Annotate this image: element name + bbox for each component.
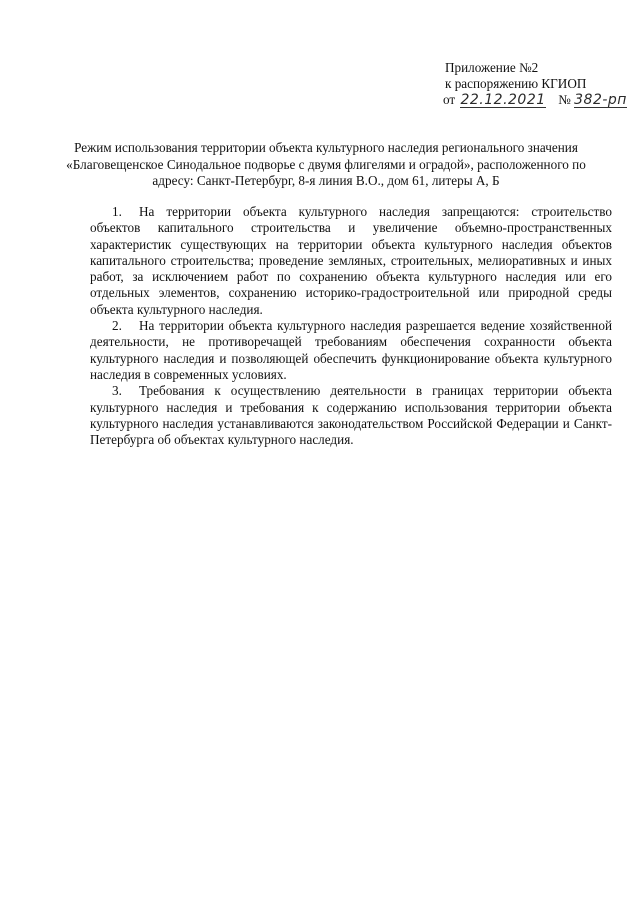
document-body bbox=[90, 204, 612, 448]
date-prefix: от bbox=[443, 92, 456, 107]
document-title: Режим использования территории объекта культурного наследия регионального значения «Благовещенское Синодальное подворье с двумя флигелями и оградой», расположенного по адресу: Санкт-Петербург, 8-я линия В.О., дом 61, литеры А, Б bbox=[66, 140, 586, 188]
paragraph-text: На территории объекта культурного наследия запрещаются: строительство объектов капитального строительства и увеличение объемно-пространственных характеристик существующих на территории объекта культурного наследия объектов капитального строительства; проведение земляных, строительных, мелиоративных и иных работ, за исключением работ по сохранению объекта культурного наследия или его отдельных элементов, сохранению историко-градостроительной или природной среды объекта культурного наследия. bbox=[90, 204, 612, 317]
paragraph-number: 3. bbox=[112, 383, 122, 399]
order-reference: к распоряжению КГИОП bbox=[445, 76, 587, 91]
paragraph-3 bbox=[90, 383, 612, 448]
handwritten-date: 22.12.2021 bbox=[460, 92, 546, 108]
paragraph-2 bbox=[90, 318, 612, 383]
appendix-header bbox=[443, 60, 633, 110]
date-number-line bbox=[443, 92, 633, 110]
handwritten-number: 382-рп bbox=[574, 92, 627, 108]
paragraph-1 bbox=[90, 204, 612, 318]
paragraph-number: 2. bbox=[112, 318, 122, 334]
paragraph-text: Требования к осуществлению деятельности в границах территории объекта культурного наследия и требования к содержанию использования территории объекта культурного наследия устанавливаются законодательством Российской Федерации и Санкт-Петербурга об объектах культурного наследия. bbox=[90, 383, 612, 448]
paragraph-number: 1. bbox=[112, 204, 122, 219]
paragraph-text: На территории объекта культурного наследия разрешается ведение хозяйственной деятельности, не противоречащей требованиям обеспечения сохранности объекта культурного наследия и позволяющей обеспечить функционирование объекта культурного наследия в современных условиях. bbox=[90, 318, 612, 382]
appendix-label: Приложение №2 bbox=[445, 60, 539, 75]
number-prefix: № bbox=[558, 92, 571, 107]
